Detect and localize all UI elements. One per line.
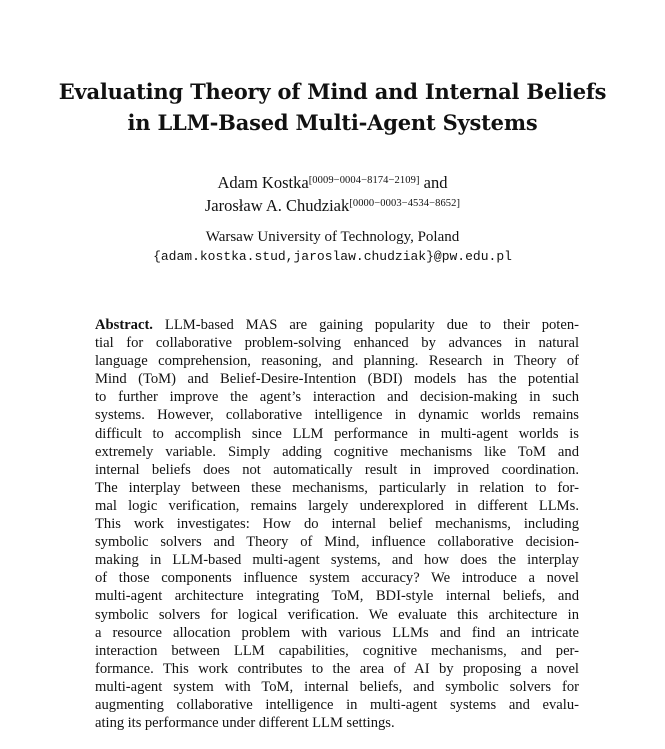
- paper-title: [0, 76, 665, 138]
- abstract-line: Abstract. LLM-based MAS are gaining popularity due to their poten-: [95, 317, 580, 333]
- abstract-line: symbolic solvers and Theory of Mind, influence collaborative decision-: [95, 534, 579, 551]
- abstract-line: a resource allocation problem with various LLMs and find an intricate: [95, 624, 579, 641]
- abstract-line: difficult to accomplish since LLM performance in multi-agent worlds is: [95, 425, 579, 442]
- abstract-line: formance. This work contributes to the area of AI by proposing a novel: [95, 660, 579, 677]
- author-name: Adam Kostka: [217, 173, 309, 192]
- abstract: [95, 316, 579, 732]
- author-orcid[interactable]: [0009−0004−8174−2109]: [308, 175, 420, 186]
- abstract-line: internal beliefs does not automatically result in improved coordination.: [95, 461, 579, 478]
- affiliation-block: [0, 228, 665, 266]
- author-email[interactable]: {adam.kostka.stud,jaroslaw.chudziak}@pw.edu.pl: [153, 249, 512, 264]
- abstract-line: making in LLM-based multi-agent systems, and how does the interplay: [95, 552, 579, 569]
- abstract-line: symbolic solvers for logical verification. We evaluate this architecture in: [95, 606, 579, 623]
- abstract-line: extremely variable. Simply adding cognitive mechanisms like ToM and: [95, 443, 579, 460]
- abstract-line: language comprehension, reasoning, and planning. Research in Theory of: [95, 353, 579, 370]
- abstract-line: The interplay between these mechanisms, particularly in relation to for-: [95, 479, 579, 496]
- author-block: [0, 170, 665, 216]
- abstract-line: to further improve the agent’s interaction and decision-making in such: [95, 389, 579, 406]
- abstract-line: mal logic verification, remains largely underexplored in different LLMs.: [95, 497, 579, 514]
- abstract-line: of those components influence system accuracy? We introduce a novel: [95, 570, 579, 587]
- author-separator: and: [419, 173, 448, 192]
- author-line-2: [0, 193, 665, 216]
- institution: Warsaw University of Technology, Poland: [205, 229, 460, 245]
- abstract-line: systems. However, collaborative intelligence in dynamic worlds remains: [95, 407, 579, 424]
- title-line-1: Evaluating Theory of Mind and Internal Beliefs: [58, 79, 607, 104]
- author-line-1: [0, 170, 665, 193]
- title-line-2: in LLM-Based Multi-Agent Systems: [127, 110, 538, 135]
- author-orcid[interactable]: [0000−0003−4534−8652]: [349, 198, 461, 209]
- abstract-line: multi-agent system with ToM, internal beliefs, and symbolic solvers for: [95, 678, 579, 695]
- author-name: Jarosław A. Chudziak: [204, 196, 350, 215]
- abstract-heading: Abstract.: [95, 317, 153, 333]
- abstract-line: Mind (ToM) and Belief-Desire-Intention (BDI) models has the potential: [95, 371, 579, 388]
- abstract-line: interaction between LLM capabilities, cognitive mechanisms, and per-: [95, 642, 579, 659]
- abstract-line: ating its performance under different LLM settings.: [95, 715, 395, 732]
- abstract-line: tial for collaborative problem-solving enhanced by advances in natural: [95, 335, 579, 352]
- abstract-line: multi-agent architecture integrating ToM, BDI-style internal beliefs, and: [95, 588, 579, 605]
- abstract-line: augmenting collaborative intelligence in multi-agent systems and evalu-: [95, 696, 579, 713]
- abstract-line: This work investigates: How do internal belief mechanisms, including: [95, 516, 579, 533]
